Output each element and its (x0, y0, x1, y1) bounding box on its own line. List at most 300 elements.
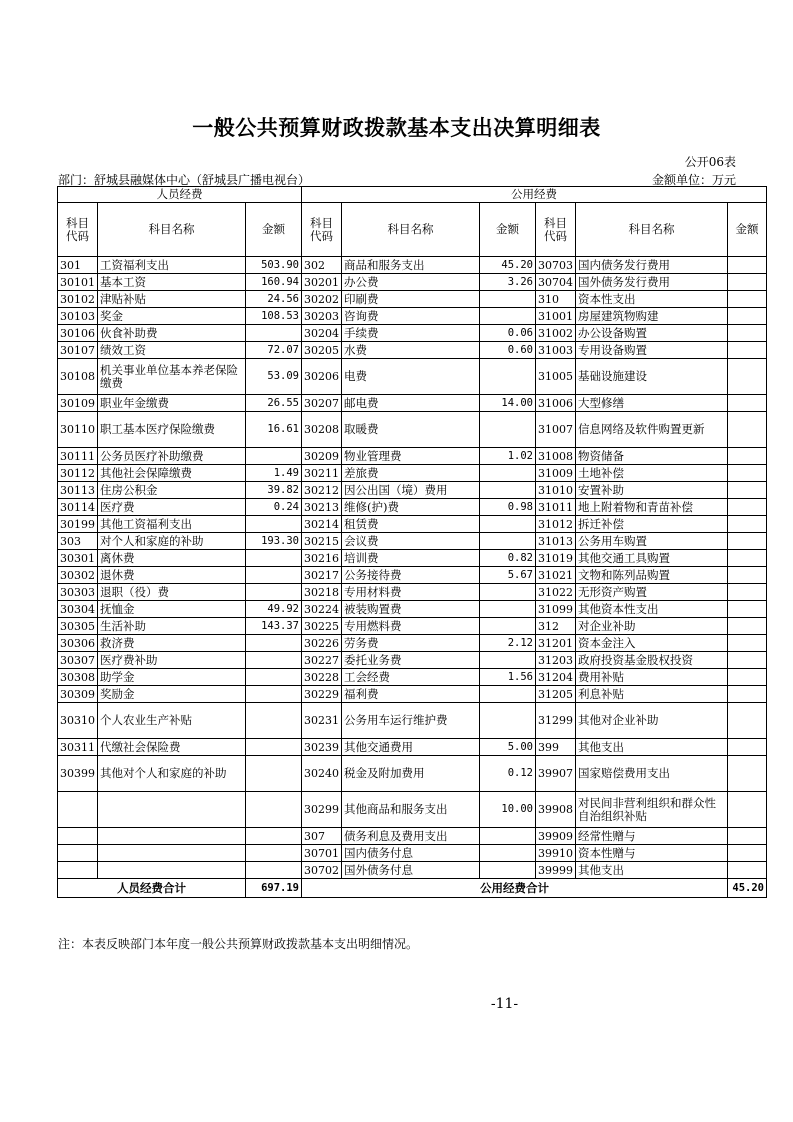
amount-cell (728, 291, 767, 308)
account-name-cell: 物资储备 (576, 448, 728, 465)
amount-cell (728, 257, 767, 274)
account-name-cell: 其他商品和服务支出 (342, 792, 480, 828)
account-code-cell: 31012 (536, 516, 576, 533)
account-name-cell (98, 862, 246, 879)
account-code-cell: 30106 (58, 325, 98, 342)
amount-cell: 503.90 (246, 257, 302, 274)
amount-cell (480, 618, 536, 635)
amount-cell (728, 359, 767, 395)
account-code-cell: 30228 (302, 669, 342, 686)
amount-cell (728, 845, 767, 862)
account-name-cell: 债务利息及费用支出 (342, 828, 480, 845)
page-title: 一般公共预算财政拨款基本支出决算明细表 (192, 115, 601, 140)
page-number: -11- (490, 996, 519, 1012)
account-name-cell: 绩效工资 (98, 342, 246, 359)
account-code-cell: 31019 (536, 550, 576, 567)
amount-cell: 108.53 (246, 308, 302, 325)
account-name-cell: 费用补贴 (576, 669, 728, 686)
table-row (58, 703, 767, 739)
account-name-cell: 国外债务付息 (342, 862, 480, 879)
column-header-amount: 金额 (728, 203, 767, 257)
table-row (58, 756, 767, 792)
amount-cell (246, 756, 302, 792)
table-row (58, 448, 767, 465)
amount-cell: 0.12 (480, 756, 536, 792)
amount-cell: 0.60 (480, 342, 536, 359)
account-code-cell: 30201 (302, 274, 342, 291)
account-name-cell: 土地补偿 (576, 465, 728, 482)
column-header-name: 科目名称 (98, 203, 246, 257)
table-row (58, 652, 767, 669)
account-code-cell: 31006 (536, 395, 576, 412)
account-code-cell: 30199 (58, 516, 98, 533)
amount-cell (480, 652, 536, 669)
column-header-row (58, 203, 767, 257)
account-code-cell: 31010 (536, 482, 576, 499)
account-name-cell: 其他对个人和家庭的补助 (98, 756, 246, 792)
amount-cell: 160.94 (246, 274, 302, 291)
table-code: 公开06表 (684, 155, 736, 169)
account-code-cell: 30103 (58, 308, 98, 325)
account-code-cell: 302 (302, 257, 342, 274)
account-name-cell: 其他工资福利支出 (98, 516, 246, 533)
account-code-cell: 31022 (536, 584, 576, 601)
column-header-code: 科目 代码 (58, 203, 98, 257)
account-code-cell: 30214 (302, 516, 342, 533)
personnel-total-amount: 697.19 (246, 879, 302, 898)
account-code-cell: 30107 (58, 342, 98, 359)
account-name-cell: 福利费 (342, 686, 480, 703)
expenditure-detail-table (57, 186, 767, 898)
amount-cell (480, 291, 536, 308)
account-code-cell: 303 (58, 533, 98, 550)
account-code-cell: 30207 (302, 395, 342, 412)
table-row (58, 862, 767, 879)
account-name-cell (98, 845, 246, 862)
amount-cell (728, 412, 767, 448)
amount-cell (480, 533, 536, 550)
account-code-cell: 31099 (536, 601, 576, 618)
amount-cell: 5.67 (480, 567, 536, 584)
account-code-cell: 30114 (58, 499, 98, 516)
account-name-cell: 津贴补贴 (98, 291, 246, 308)
account-name-cell: 奖励金 (98, 686, 246, 703)
amount-cell (728, 448, 767, 465)
account-code-cell: 30225 (302, 618, 342, 635)
account-name-cell: 专用材料费 (342, 584, 480, 601)
account-name-cell: 信息网络及软件购置更新 (576, 412, 728, 448)
amount-cell: 143.37 (246, 618, 302, 635)
account-name-cell: 工资福利支出 (98, 257, 246, 274)
amount-cell (246, 635, 302, 652)
amount-cell (480, 686, 536, 703)
account-code-cell: 30215 (302, 533, 342, 550)
table-row (58, 550, 767, 567)
account-code-cell: 39909 (536, 828, 576, 845)
account-name-cell: 专用燃料费 (342, 618, 480, 635)
amount-cell: 1.49 (246, 465, 302, 482)
account-name-cell: 咨询费 (342, 308, 480, 325)
amount-cell (480, 845, 536, 862)
account-name-cell: 公务员医疗补助缴费 (98, 448, 246, 465)
account-code-cell: 30205 (302, 342, 342, 359)
amount-cell: 1.02 (480, 448, 536, 465)
account-code-cell: 31009 (536, 465, 576, 482)
amount-cell (728, 618, 767, 635)
account-name-cell: 工会经费 (342, 669, 480, 686)
amount-cell (246, 828, 302, 845)
amount-cell (480, 703, 536, 739)
account-code-cell: 39907 (536, 756, 576, 792)
table-body (58, 187, 767, 898)
account-code-cell: 30299 (302, 792, 342, 828)
account-name-cell: 对个人和家庭的补助 (98, 533, 246, 550)
account-name-cell: 其他对企业补助 (576, 703, 728, 739)
amount-cell (728, 395, 767, 412)
amount-cell: 53.09 (246, 359, 302, 395)
account-code-cell: 30224 (302, 601, 342, 618)
account-name-cell: 公务接待费 (342, 567, 480, 584)
column-header-name: 科目名称 (576, 203, 728, 257)
amount-cell (728, 584, 767, 601)
account-name-cell: 水费 (342, 342, 480, 359)
account-code-cell: 30231 (302, 703, 342, 739)
account-code-cell: 30703 (536, 257, 576, 274)
account-code-cell: 30227 (302, 652, 342, 669)
account-name-cell: 无形资产购置 (576, 584, 728, 601)
amount-cell (728, 567, 767, 584)
amount-cell (480, 601, 536, 618)
account-name-cell: 维修(护)费 (342, 499, 480, 516)
amount-cell (480, 412, 536, 448)
account-name-cell: 其他交通费用 (342, 739, 480, 756)
amount-cell: 1.56 (480, 669, 536, 686)
amount-cell: 49.92 (246, 601, 302, 618)
account-name-cell: 奖金 (98, 308, 246, 325)
account-name-cell: 职业年金缴费 (98, 395, 246, 412)
account-code-cell: 30306 (58, 635, 98, 652)
account-name-cell: 基础设施建设 (576, 359, 728, 395)
column-header-code: 科目 代码 (536, 203, 576, 257)
account-name-cell: 个人农业生产补贴 (98, 703, 246, 739)
table-row (58, 601, 767, 618)
account-code-cell: 307 (302, 828, 342, 845)
account-code-cell: 31005 (536, 359, 576, 395)
table-note: 注：本表反映部门本年度一般公共预算财政拨款基本支出明细情况。 (58, 937, 419, 951)
account-code-cell: 30310 (58, 703, 98, 739)
amount-cell (480, 482, 536, 499)
amount-cell (480, 359, 536, 395)
account-code-cell: 30218 (302, 584, 342, 601)
account-name-cell: 取暖费 (342, 412, 480, 448)
amount-cell (246, 703, 302, 739)
table-row (58, 567, 767, 584)
amount-cell: 0.24 (246, 499, 302, 516)
account-name-cell: 经常性赠与 (576, 828, 728, 845)
amount-cell: 24.56 (246, 291, 302, 308)
account-name-cell: 大型修缮 (576, 395, 728, 412)
account-name-cell: 专用设备购置 (576, 342, 728, 359)
account-name-cell: 生活补助 (98, 618, 246, 635)
totals-row (58, 879, 767, 898)
table-row (58, 516, 767, 533)
account-code-cell: 31299 (536, 703, 576, 739)
amount-cell: 2.12 (480, 635, 536, 652)
account-code-cell: 31013 (536, 533, 576, 550)
account-code-cell: 301 (58, 257, 98, 274)
amount-cell (728, 828, 767, 845)
amount-cell (728, 465, 767, 482)
table-row (58, 828, 767, 845)
column-header-amount: 金额 (246, 203, 302, 257)
table-row (58, 465, 767, 482)
account-code-cell: 30216 (302, 550, 342, 567)
account-code-cell: 30702 (302, 862, 342, 879)
account-name-cell (98, 828, 246, 845)
account-code-cell: 30113 (58, 482, 98, 499)
account-name-cell: 劳务费 (342, 635, 480, 652)
account-name-cell: 其他支出 (576, 739, 728, 756)
account-code-cell: 30704 (536, 274, 576, 291)
amount-cell: 72.07 (246, 342, 302, 359)
table-row (58, 308, 767, 325)
account-name-cell: 公务用车购置 (576, 533, 728, 550)
amount-cell (480, 308, 536, 325)
amount-cell (728, 308, 767, 325)
account-code-cell: 30304 (58, 601, 98, 618)
amount-cell (480, 465, 536, 482)
public-section-header: 公用经费 (302, 187, 767, 203)
table-row (58, 584, 767, 601)
table-row (58, 412, 767, 448)
account-code-cell: 30213 (302, 499, 342, 516)
amount-cell: 16.61 (246, 412, 302, 448)
account-code-cell: 30203 (302, 308, 342, 325)
account-name-cell: 租赁费 (342, 516, 480, 533)
amount-cell: 39.82 (246, 482, 302, 499)
account-name-cell: 委托业务费 (342, 652, 480, 669)
public-total-label: 公用经费合计 (302, 879, 728, 898)
account-code-cell: 30217 (302, 567, 342, 584)
column-header-code: 科目 代码 (302, 203, 342, 257)
amount-cell (246, 686, 302, 703)
account-name-cell: 税金及附加费用 (342, 756, 480, 792)
column-header-amount: 金额 (480, 203, 536, 257)
account-name-cell: 办公费 (342, 274, 480, 291)
amount-cell: 14.00 (480, 395, 536, 412)
account-code-cell: 30110 (58, 412, 98, 448)
account-name-cell: 医疗费 (98, 499, 246, 516)
amount-cell (480, 516, 536, 533)
department-label: 部门：舒城县融媒体中心（舒城县广播电视台） (58, 173, 311, 187)
account-code-cell: 31205 (536, 686, 576, 703)
account-code-cell: 30307 (58, 652, 98, 669)
amount-cell: 0.82 (480, 550, 536, 567)
table-row (58, 359, 767, 395)
table-row (58, 482, 767, 499)
account-name-cell: 离休费 (98, 550, 246, 567)
amount-cell: 10.00 (480, 792, 536, 828)
account-name-cell: 差旅费 (342, 465, 480, 482)
account-code-cell: 30208 (302, 412, 342, 448)
amount-cell (246, 325, 302, 342)
account-name-cell: 伙食补助费 (98, 325, 246, 342)
account-name-cell: 抚恤金 (98, 601, 246, 618)
amount-cell (728, 499, 767, 516)
account-name-cell: 政府投资基金股权投资 (576, 652, 728, 669)
table-row (58, 274, 767, 291)
account-code-cell: 30206 (302, 359, 342, 395)
account-name-cell: 国内债务发行费用 (576, 257, 728, 274)
account-name-cell: 房屋建筑物购建 (576, 308, 728, 325)
table-row (58, 257, 767, 274)
account-code-cell: 30111 (58, 448, 98, 465)
account-code-cell: 30202 (302, 291, 342, 308)
account-code-cell: 30399 (58, 756, 98, 792)
account-code-cell: 30226 (302, 635, 342, 652)
table-row (58, 499, 767, 516)
account-code-cell: 312 (536, 618, 576, 635)
amount-cell (480, 828, 536, 845)
table-row (58, 669, 767, 686)
amount-cell (728, 482, 767, 499)
amount-cell (728, 792, 767, 828)
amount-cell: 5.00 (480, 739, 536, 756)
account-name-cell: 代缴社会保险费 (98, 739, 246, 756)
amount-cell (246, 739, 302, 756)
amount-cell (728, 669, 767, 686)
amount-cell (728, 550, 767, 567)
public-total-amount: 45.20 (728, 879, 767, 898)
column-header-name: 科目名称 (342, 203, 480, 257)
personnel-total-label: 人员经费合计 (58, 879, 246, 898)
account-code-cell (58, 862, 98, 879)
amount-cell (728, 601, 767, 618)
amount-cell: 26.55 (246, 395, 302, 412)
account-name-cell: 地上附着物和青苗补偿 (576, 499, 728, 516)
account-name-cell: 国家赔偿费用支出 (576, 756, 728, 792)
account-name-cell: 拆迁补偿 (576, 516, 728, 533)
amount-cell (246, 516, 302, 533)
account-name-cell: 其他交通工具购置 (576, 550, 728, 567)
account-name-cell: 机关事业单位基本养老保险缴费 (98, 359, 246, 395)
account-name-cell: 医疗费补助 (98, 652, 246, 669)
table-row (58, 792, 767, 828)
account-name-cell: 物业管理费 (342, 448, 480, 465)
table-row (58, 533, 767, 550)
account-code-cell: 30112 (58, 465, 98, 482)
amount-unit-label: 金额单位：万元 (651, 173, 736, 187)
account-code-cell: 31002 (536, 325, 576, 342)
account-code-cell: 30301 (58, 550, 98, 567)
amount-cell (728, 756, 767, 792)
account-code-cell: 30701 (302, 845, 342, 862)
amount-cell (246, 584, 302, 601)
account-name-cell: 资本金注入 (576, 635, 728, 652)
table-row (58, 325, 767, 342)
account-name-cell: 利息补贴 (576, 686, 728, 703)
account-name-cell: 住房公积金 (98, 482, 246, 499)
amount-cell (246, 862, 302, 879)
account-code-cell: 30302 (58, 567, 98, 584)
account-name-cell: 商品和服务支出 (342, 257, 480, 274)
account-code-cell: 31007 (536, 412, 576, 448)
account-code-cell: 39908 (536, 792, 576, 828)
account-code-cell: 310 (536, 291, 576, 308)
amount-cell (728, 274, 767, 291)
account-code-cell: 30309 (58, 686, 98, 703)
account-code-cell: 31008 (536, 448, 576, 465)
account-name-cell: 资本性支出 (576, 291, 728, 308)
amount-cell (480, 584, 536, 601)
account-code-cell: 30239 (302, 739, 342, 756)
account-name-cell: 对企业补助 (576, 618, 728, 635)
account-name-cell: 其他支出 (576, 862, 728, 879)
account-name-cell: 救济费 (98, 635, 246, 652)
amount-cell (728, 652, 767, 669)
table-row (58, 618, 767, 635)
account-code-cell: 31021 (536, 567, 576, 584)
table-row (58, 291, 767, 308)
account-code-cell: 30204 (302, 325, 342, 342)
amount-cell (246, 845, 302, 862)
account-name-cell: 印刷费 (342, 291, 480, 308)
account-name-cell: 助学金 (98, 669, 246, 686)
account-name-cell: 公务用车运行维护费 (342, 703, 480, 739)
account-code-cell: 31001 (536, 308, 576, 325)
account-name-cell: 其他资本性支出 (576, 601, 728, 618)
account-code-cell: 30240 (302, 756, 342, 792)
table-row (58, 395, 767, 412)
account-name-cell: 对民间非营利组织和群众性自治组织补贴 (576, 792, 728, 828)
amount-cell (246, 567, 302, 584)
account-code-cell (58, 828, 98, 845)
table-row (58, 342, 767, 359)
account-name-cell: 退职（役）费 (98, 584, 246, 601)
account-code-cell: 30102 (58, 291, 98, 308)
account-code-cell: 30209 (302, 448, 342, 465)
account-name-cell: 国内债务付息 (342, 845, 480, 862)
amount-cell (728, 635, 767, 652)
account-name-cell: 基本工资 (98, 274, 246, 291)
amount-cell: 193.30 (246, 533, 302, 550)
account-code-cell: 30305 (58, 618, 98, 635)
account-code-cell: 31203 (536, 652, 576, 669)
account-code-cell: 30109 (58, 395, 98, 412)
account-code-cell: 31011 (536, 499, 576, 516)
amount-cell: 0.06 (480, 325, 536, 342)
table-row (58, 635, 767, 652)
account-name-cell: 电费 (342, 359, 480, 395)
amount-cell: 3.26 (480, 274, 536, 291)
account-name-cell: 手续费 (342, 325, 480, 342)
table-row (58, 845, 767, 862)
account-code-cell (58, 845, 98, 862)
amount-cell (728, 533, 767, 550)
account-code-cell: 39910 (536, 845, 576, 862)
amount-cell (728, 862, 767, 879)
account-name-cell: 文物和陈列品购置 (576, 567, 728, 584)
account-name-cell: 退休费 (98, 567, 246, 584)
account-name-cell: 会议费 (342, 533, 480, 550)
amount-cell (246, 792, 302, 828)
amount-cell (480, 862, 536, 879)
account-name-cell: 因公出国（境）费用 (342, 482, 480, 499)
amount-cell (728, 516, 767, 533)
account-code-cell: 30108 (58, 359, 98, 395)
account-name-cell: 国外债务发行费用 (576, 274, 728, 291)
amount-cell (246, 448, 302, 465)
